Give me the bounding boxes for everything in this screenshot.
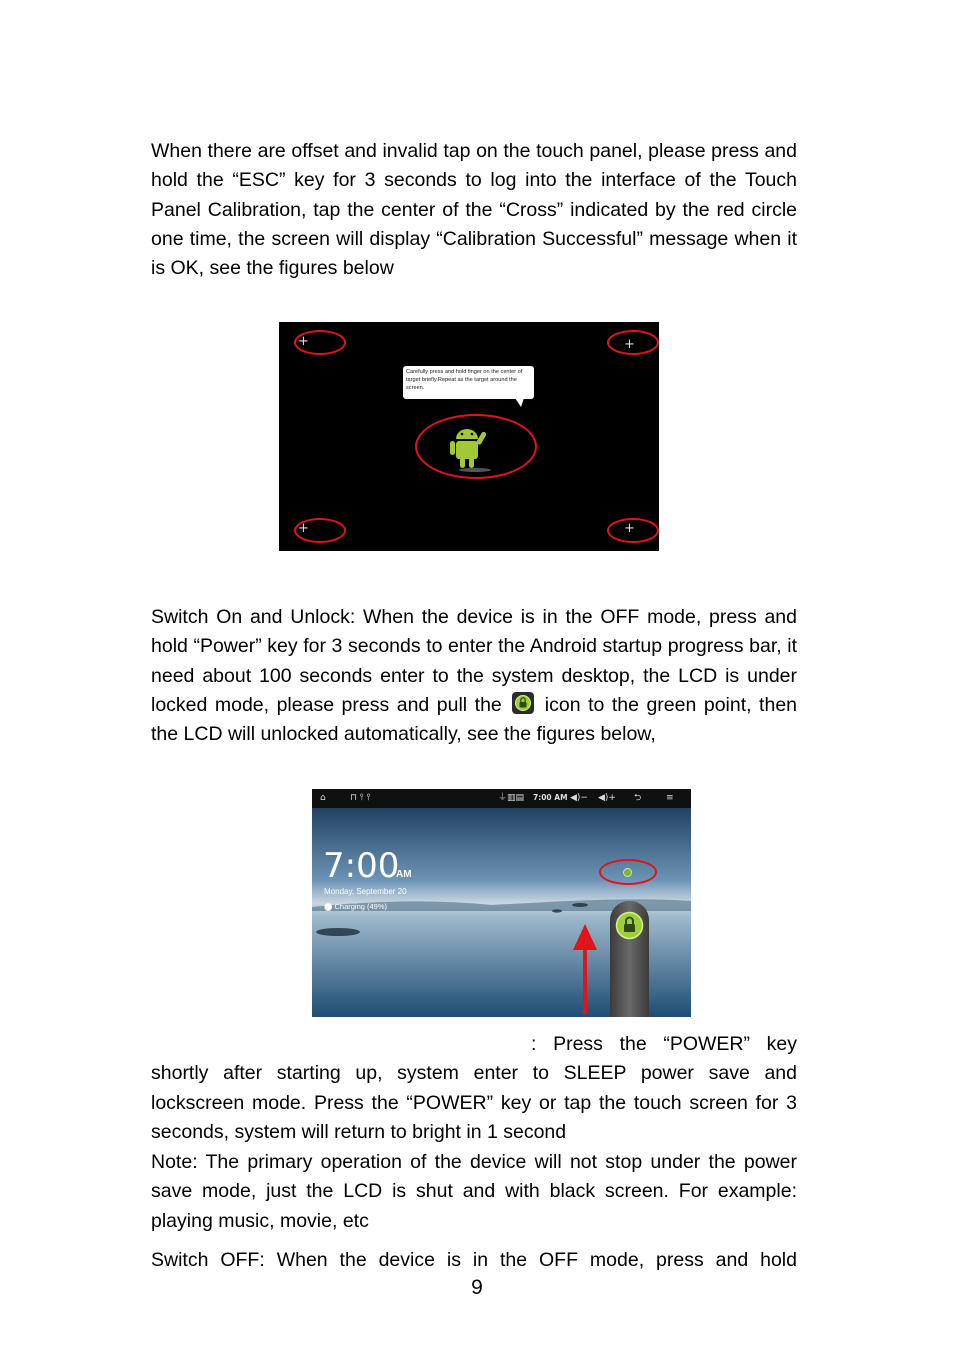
- lockscreen-ampm: AM: [396, 869, 412, 880]
- battery-icon: ⬤: [324, 902, 335, 911]
- sleep-paragraph: [151, 1030, 797, 1147]
- sleep-text: : Press the “POWER” key shortly after starting up, system enter to SLEEP power save and lockscreen mode. Press the “POWER” key or tap the touch screen for 3 seconds, system will return to bright in 1 second: [151, 1033, 797, 1143]
- unlock-icon: [512, 692, 534, 714]
- unlock-text-part1: Switch On and Unlock: When the device is in the OFF mode, press and hold “Power” key for 3 seconds to enter the Android startup progress bar, it need about 100 seconds enter to the system desktop, the LCD is under locked mode, please press and pull the: [151, 606, 797, 716]
- cross-icon: +: [624, 337, 635, 352]
- note-paragraph: Note: The primary operation of the device will not stop under the power save mode, just the LCD is shut and with black screen. For example: playing music, movie, etc: [151, 1151, 797, 1232]
- page-number: 9: [471, 1276, 483, 1299]
- status-time: 7:00 AM: [533, 793, 568, 802]
- calibration-screenshot: [279, 322, 659, 551]
- volume-down-icon[interactable]: ◀)−: [570, 793, 588, 803]
- calibration-paragraph: When there are offset and invalid tap on the touch panel, please press and hold the “ESC” key for 3 seconds to log into the interface of the Touch Panel Calibration, tap the center of the “Cross” indicated by the red circle one time, the screen will display “Calibration Successful” message when it is OK, see the figures below: [151, 140, 797, 280]
- switch-off-paragraph: Switch OFF: When the device is in the OFF mode, press and hold: [151, 1249, 797, 1271]
- cross-icon: +: [298, 334, 309, 349]
- status-bar: [312, 789, 691, 808]
- android-robot-icon: [442, 419, 502, 474]
- usb-icon: ⊓ ⫯ ⫯: [350, 793, 371, 803]
- back-icon[interactable]: ⮌: [634, 793, 642, 803]
- unlock-text-part2: icon to the green point, then the LCD will unlocked automatically, see the figures below,: [151, 693, 798, 746]
- menu-icon[interactable]: ≡: [666, 793, 674, 803]
- unlock-slider-handle[interactable]: [614, 910, 645, 941]
- instruction-bubble: Carefully press and hold finger on the center of target briefly.Repeat as the target around the screen.: [403, 366, 534, 399]
- wifi-signal-icon: ⏚▥▤: [498, 793, 525, 803]
- unlock-paragraph: [151, 603, 797, 749]
- green-point-target[interactable]: [623, 868, 632, 877]
- home-icon[interactable]: ⌂: [320, 793, 326, 803]
- lockscreen-clock: 7:00: [323, 846, 400, 886]
- cross-icon: +: [624, 521, 635, 536]
- volume-up-icon[interactable]: ◀)+: [598, 793, 616, 803]
- lockscreen-screenshot: [312, 789, 691, 1017]
- up-arrow-icon: [572, 924, 598, 1014]
- cross-icon: +: [298, 521, 309, 536]
- lockscreen-date: Monday, September 20: [324, 887, 407, 896]
- charging-status: ⬤ Charging (49%): [324, 902, 388, 911]
